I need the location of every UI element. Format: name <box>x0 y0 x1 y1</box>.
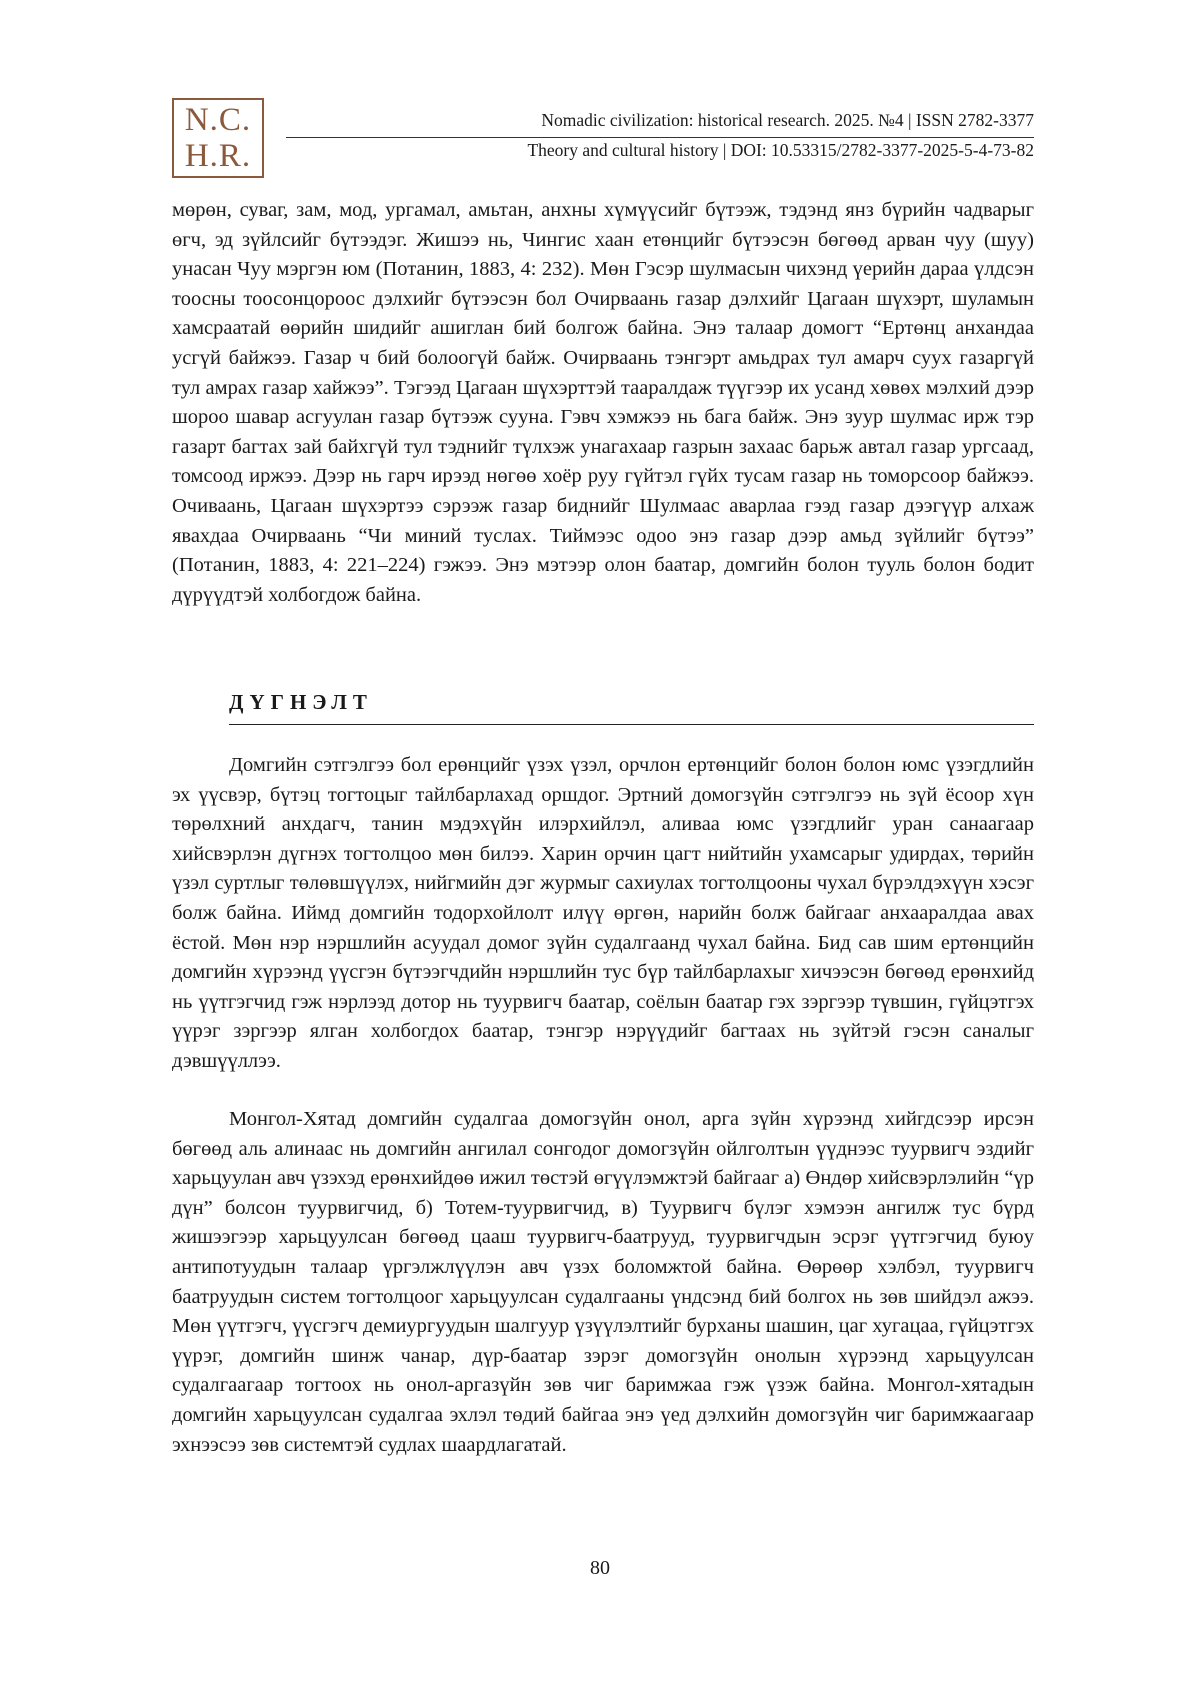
journal-header: Nomadic civilization: historical research. 2025. №4 | ISSN 2782-3377 <box>541 110 1034 130</box>
section-heading-rule <box>229 724 1034 725</box>
section-heading-conclusion: ДҮГНЭЛТ <box>229 690 373 714</box>
page-number: 80 <box>590 1557 610 1579</box>
logo-line-1: N.C. <box>184 102 252 138</box>
journal-logo <box>172 98 264 178</box>
section-doi-header: Theory and cultural history | DOI: 10.53315/2782-3377-2025-5-4-73-82 <box>527 140 1034 160</box>
body-paragraph-3: Монгол-Хятад домгийн судалгаа домогзүйн онол, арга зүйн хүрээнд хийгдсээр ирсэн бөгөөд аль алинаас нь домгийн ангилал сонгодог домогзүйн ойлголтын үүднээс туурвигч эздийг харьцуулан авч үзэхэд ерөнхийдөө ижил төстэй өгүүлэмжтэй байгааг а) Өндөр хийсвэрлэлийн “үр дүн” болсон туурвигчид, б) Тотем-туурвигчид, в) Туурвигч бүлэг хэмээн ангилж тус бүрд жишээгээр харьцуулсан бөгөөд цааш туурвигч-баатрууд, туурвигчдын эсрэг үүтгэгчид буюу антипотуудын талаар үргэлжлүүлэн авч үзэх боломжтой байна. Өөрөөр хэлбэл, туурвигч баатруудын систем тогтолцоог харьцуулсан судалгааны үндсэнд бий болгох нь зөв шийдэл ажээ. Мөн үүтгэгч, үүсгэгч демиургуудын шалгуур үзүүлэлтийг бурханы шашин, цаг хугацаа, гүйцэтгэх үүрэг, домгийн шинж чанар, дүр-баатар зэрэг домогзүйн онолын хүрээнд харьцуулсан судалгаагаар тогтоох нь онол-аргазүйн зөв чиг баримжаа гэж үзэж байна. Монгол-хятадын домгийн харьцуулсан судалгаа эхлэл төдий байгаа энэ үед дэлхийн домогзүйн чиг баримжаагаар эхнээсээ зөв системтэй судлах шаардлагатай. <box>172 1108 1034 1456</box>
body-paragraph-2: Домгийн сэтгэлгээ бол ерөнцийг үзэх үзэл, орчлон ертөнцийг болон болон юмс үзэгдлийн эх үүсвэр, бүтэц тогтоцыг тайлбарлахад оршдог. Эртний домогзүйн сэтгэлгээ нь зүй ёсоор хүн төрөлхний анхдагч, танин мэдэхүйн илэрхийлэл, аливаа юмс үзэгдлийг уран санаагаар хийсвэрлэн дүгнэх тогтолцоо мөн билээ. Харин орчин цагт нийтийн ухамсарыг удирдах, төрийн үзэл суртлыг төлөвшүүлэх, нийгмийн дэг журмыг сахиулах тогтолцооны чухал бүрэлдэхүүн хэсэг болж байна. Иймд домгийн тодорхойлолт илүү өргөн, нарийн болж байгааг анхааралдаа авах ёстой. Мөн нэр нэршлийн асуудал домог зүйн судалгаанд чухал байна. Бид сав шим ертөнцийн домгийн хүрээнд үүсгэн бүтээгчдийн нэршлийн тус бүр тайлбарлахыг хичээсэн бөгөөд ерөнхийд нь үүтгэгчид гэж нэрлээд дотор нь туурвигч баатар, соёлын баатар гэх зэргээр түвшин, гүйцэтгэх үүрэг зэргээр ялган холбогдох баатар, тэнгэр нэрүүдийг багтаах нь зүйтэй гэсэн саналыг дэвшүүллээ. <box>172 754 1034 1072</box>
body-paragraph-1: мөрөн, суваг, зам, мод, ургамал, амьтан, анхны хүмүүсийг бүтээж, тэдэнд янз бүрийн чадварыг өгч, эд зүйлсийг бүтээдэг. Жишээ нь, Чингис хаан етөнцийг бүтээсэн бөгөөд арван чуу (шуу) унасан Чуу мэргэн юм (Потанин, 1883, 4: 232). Мөн Гэсэр шулмасын чихэнд үерийн дараа үлдсэн тоосны тоосонцороос дэлхийг бүтээсэн бол Очирваань газар дэлхийг Цагаан шүхэрт, шуламын хамсраатай өөрийн шидийг ашиглан бий болгож байна. Энэ талаар домогт “Ертөнц анхандаа усгүй байжээ. Газар ч бий болоогүй байж. Очирваань тэнгэрт амьдрах тул амарч суух газаргүй тул амрах газар хайжээ”. Тэгээд Цагаан шүхэрттэй тааралдаж түүгээр их усанд хөвөх мэлхий дээр шороо шавар асгуулан газар бүтээж сууна. Гэвч хэмжээ нь бага байж. Энэ зуур шулмас ирж тэр газарт багтах зай байхгүй тул тэднийг түлхэж унагахаар газрын захаас барьж автал газар ургсаад, томсоод иржээ. Дээр нь гарч ирээд нөгөө хоёр руу гүйтэл гүйх тусам газар нь томорсоор байжээ. Очиваань, Цагаан шүхэртээ сэрээж газар биднийг Шулмаас аварлаа гээд газар дээгүүр алхаж явахдаа Очирваань “Чи миний туслах. Тиймээс одоо энэ газар дээр амьд зүйлийг бүтээ” (Потанин, 1883, 4: 221–224) гэжээ. Энэ мэтээр олон баатар, домгийн болон тууль болон бодит дүрүүдтэй холбогдож байна. <box>172 199 1034 606</box>
logo-line-2: H.R. <box>184 138 252 174</box>
header-divider <box>286 137 1034 138</box>
